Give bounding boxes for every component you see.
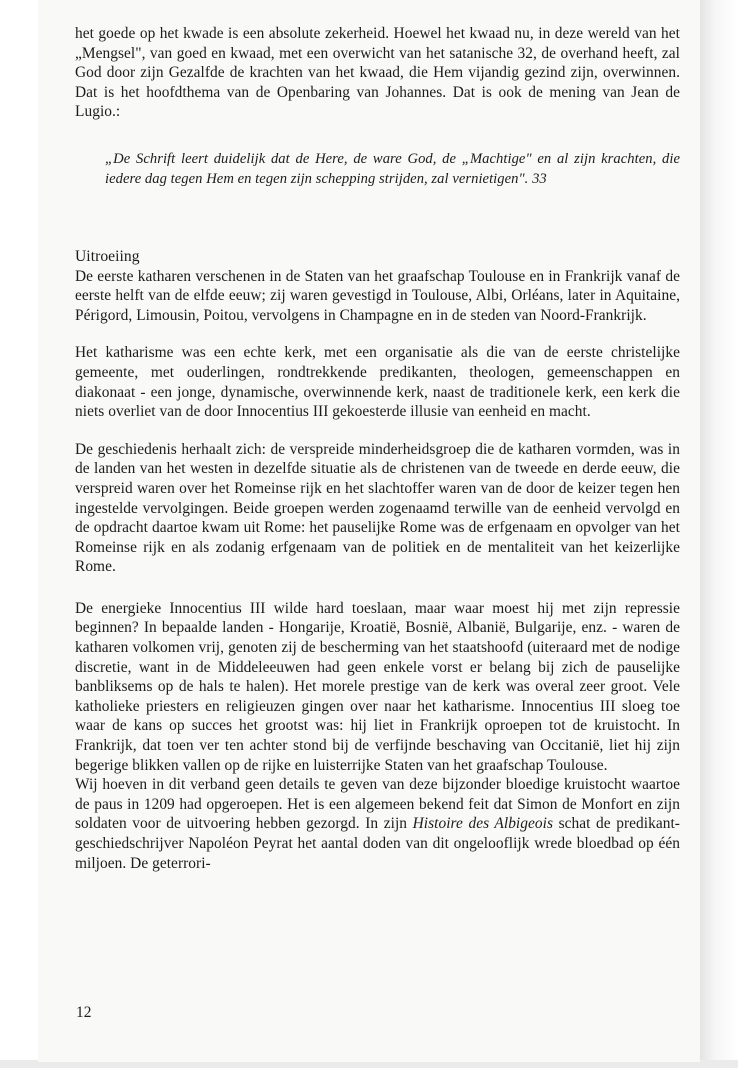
paragraph-6	[75, 775, 680, 873]
paragraph-3: Het katharisme was een echte kerk, met een organisatie als die van de eerste christelijke gemeente, met ouderlingen, rondtrekkende predikanten, theologen, gemeenschappen en diakonaat - een jonge, dynamische, overwinnende kerk, naast de traditionele kerk, een kerk die niets overliet van de door Innocentius III gekoesterde illusie van eenheid en macht.	[75, 344, 680, 421]
paragraph-2: De eerste katharen verschenen in de Staten van het graafschap Toulouse en in Frankrijk vanaf de eerste helft van de elfde eeuw; zij waren gevestigd in Toulouse, Albi, Orléans, later in Aquitaine, Périgord, Limousin, Poitou, vervolgens in Champagne en in de steden van Noord-Frankrijk.	[75, 267, 680, 324]
paragraph-6-end: schat de predikant-geschiedschrijver Napoléon Peyrat het aantal doden van dit ongelooflijk wrede bloedbad op één miljoen. De geterrori-	[75, 815, 680, 872]
paragraph-5: De energieke Innocentius III wilde hard toeslaan, maar waar moest hij met zijn repressie beginnen? In bepaalde landen - Hongarije, Kroatië, Bosnië, Albanië, Bulgarije, enz. - waren de katharen volkomen vrij, genoten zij de bescherming van het staatshoofd (uiteraard met de nodige discretie, want in de Middeleeuwen had geen enkele vorst er belang bij zich de pauselijke banbliksems op de hals te halen). Het morele prestige van de kerk was overal zeer groot. Vele katholieke priesters en religieuzen gingen over naar het katharisme. Innocentius III sloeg toe waar de kans op succes het grootst was: hij liet in Frankrijk oproepen tot de kruistocht. In Frankrijk, dat toen ver ten achter stond bij de verfijnde beschaving van Occitanië, liet hij zijn begerige blikken vallen op de rijke en luisterrijke Staten van het graafschap Toulouse.	[75, 599, 680, 774]
page-number: 12	[76, 1004, 92, 1021]
scan-edge-shadow	[700, 0, 738, 1068]
page-body	[75, 24, 680, 873]
section-heading: Uitroeiing	[75, 247, 140, 265]
book-title: Histoire des Albigeois	[412, 815, 553, 833]
paragraph-4: De geschiedenis herhaalt zich: de verspreide minderheidsgroep die de katharen vormden, was in de landen van het westen in dezelfde situatie als de christenen van de tweede en derde eeuw, die verspreid waren over het Romeinse rijk en het slachtoffer waren van de door de keizer tegen hen ingestelde vervolgingen. Beide groepen werden zogenaamd terwille van de eenheid vervolgd en de opdracht daartoe kwam uit Rome: het pauselijke Rome was de erfgenaam en opvolger van het Romeinse rijk en als zodanig erfgenaam van de politiek en de mentaliteit van het keizerlijke Rome.	[75, 440, 680, 576]
quotation: „De Schrift leert duidelijk dat de Here, de ware God, de „Machtige" en al zijn krachten, die iedere dag tegen Hem en tegen zijn schepping strijden, zal vernietigen". 33	[105, 150, 680, 187]
paragraph-6-start: Wij hoeven in dit verband geen details te geven van deze bijzonder bloedige kruistocht waartoe de paus in 1209 had opgeroepen. Het is een algemeen bekend feit dat Simon de Monfort en zijn soldaten voor de uitvoering hebben gezorgd. In zijn	[75, 776, 680, 833]
paragraph-1: het goede op het kwade is een absolute zekerheid. Hoewel het kwaad nu, in deze wereld van het „Mengsel", van goed en kwaad, met een overwicht van het satanische 32, de overhand heeft, zal God door zijn Gezalfde de krachten van het kwaad, die Hem vijandig gezind zijn, overwinnen. Dat is het hoofdthema van de Openbaring van Johannes. Dat is ook de mening van Jean de Lugio.:	[75, 25, 680, 121]
